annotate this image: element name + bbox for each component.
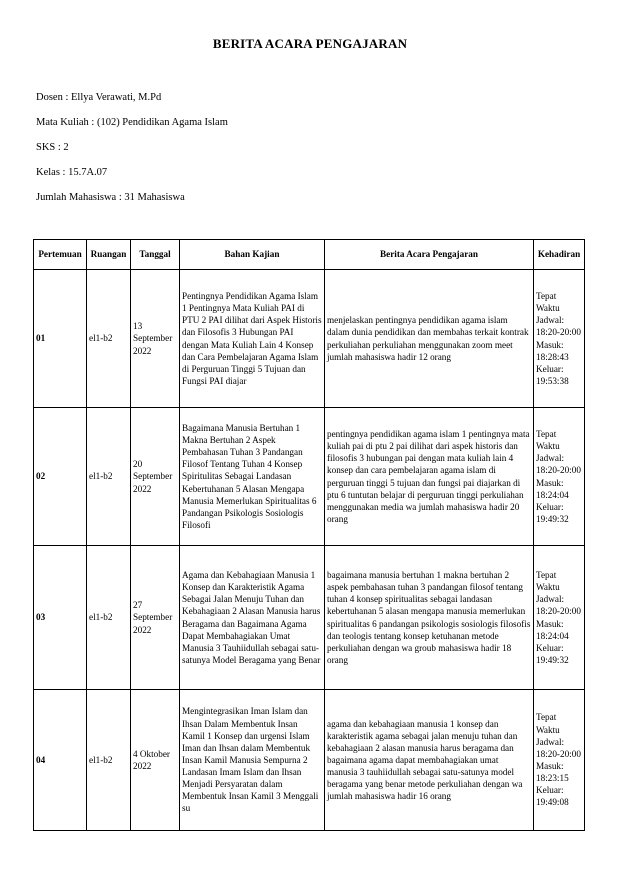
cell-bahan-kajian: Mengintegrasikan Iman Islam dan Ihsan Dalam Membentuk Insan Kamil 1 Konsep dan urgensi Islam Iman dan Ihsan dalam Membentuk Insan Kamil Manusia Sempurna 2 Landasan Imam Islam dan Ihsan Menjadi Persyaratan dalam Membentuk Insan Kamil 3 Menggali su xyxy=(180,690,325,831)
cell-tanggal: 13 September 2022 xyxy=(131,270,180,408)
table-row xyxy=(34,270,585,408)
cell-kehadiran: Tepat Waktu Jadwal: 18:20-20:00 Masuk: 18:24:04 Keluar: 19:49:32 xyxy=(534,408,585,546)
cell-ruangan: el1-b2 xyxy=(87,690,131,831)
cell-ruangan: el1-b2 xyxy=(87,546,131,690)
cell-tanggal: 4 Oktober 2022 xyxy=(131,690,180,831)
cell-bahan-kajian: Bagaimana Manusia Bertuhan 1 Makna Bertuhan 2 Aspek Pembahasan Tuhan 3 Pandangan Filosof Tentang Tuhan 4 Konsep Spiritulitas Sebagai Landasan Kebertuhanan 5 Alasan Mengapa Manusia Memerlukan Spiritualitas 6 Pandangan Psikologis Sosiologis Filosofi xyxy=(180,408,325,546)
cell-berita-acara: menjelaskan pentingnya pendidikan agama islam dalam dunia pendidikan dan membahas terkait kontrak perkuliahan perkuliahan menggunakan zoom meet jumlah mahasiswa hadir 12 orang xyxy=(325,270,534,408)
table-row xyxy=(34,690,585,831)
header-tanggal: Tanggal xyxy=(131,240,180,270)
cell-pertemuan: 03 xyxy=(34,546,87,690)
mata-kuliah-info: Mata Kuliah : (102) Pendidikan Agama Islam xyxy=(36,117,228,128)
cell-ruangan: el1-b2 xyxy=(87,270,131,408)
cell-pertemuan: 01 xyxy=(34,270,87,408)
teaching-record-table xyxy=(33,239,585,831)
kelas-info: Kelas : 15.7A.07 xyxy=(36,167,108,178)
header-pertemuan: Pertemuan xyxy=(34,240,87,270)
cell-ruangan: el1-b2 xyxy=(87,408,131,546)
page-title: BERITA ACARA PENGAJARAN xyxy=(212,36,408,51)
cell-tanggal: 27 September 2022 xyxy=(131,546,180,690)
table-row xyxy=(34,408,585,546)
header-bahan-kajian: Bahan Kajian xyxy=(180,240,325,270)
cell-tanggal: 20 September 2022 xyxy=(131,408,180,546)
cell-berita-acara: agama dan kebahagiaan manusia 1 konsep dan karakteristik agama sebagai jalan menuju tuhan dan kebahagiaan 2 alasan manusia harus beragama dan bagaimana agama dapat membahagiakan umat manusia 3 tauhiidullah sebagai satu-satunya model beragama yang benar metode perkuliahan dengan wa jumlah mahasiswa hadir 16 orang xyxy=(325,690,534,831)
header-berita-acara: Berita Acara Pengajaran xyxy=(325,240,534,270)
cell-pertemuan: 04 xyxy=(34,690,87,831)
cell-berita-acara: bagaimana manusia bertuhan 1 makna bertuhan 2 aspek pembahasan tuhan 3 pandangan filosof tentang tuhan 4 konsep spiritualitas sebagai landasan kebertuhanan 5 alasan mengapa manusia memerlukan spiritualitas 6 pandangan psikologis sosiologis filosofis dan teologis tentang konsep ketuhanan metode perkuliahan dengan wa groub mahasiswa hadir 18 orang xyxy=(325,546,534,690)
table-header-row xyxy=(34,240,585,270)
cell-kehadiran: Tepat Waktu Jadwal: 18:20-20:00 Masuk: 18:23:15 Keluar: 19:49:08 xyxy=(534,690,585,831)
cell-berita-acara: pentingnya pendidikan agama islam 1 pentingnya mata kuliah pai di ptu 2 pai dilihat dari aspek historis dan filosofis 3 hubungan pai dengan mata kuliah lain 4 konsep dan cara pembelajaran agama islam di perguruan tinggi 5 tujuan dan fungsi pai diajarkan di ptu 6 tuntutan belajar di perguruan tinggi perkuliahan menggunakan media wa jumlah mahasiswa hadir 20 orang xyxy=(325,408,534,546)
dosen-info: Dosen : Ellya Verawati, M.Pd xyxy=(36,92,162,103)
cell-bahan-kajian: Agama dan Kebahagiaan Manusia 1 Konsep dan Karakteristik Agama Sebagai Jalan Menuju Tuhan dan Kebahagiaan 2 Alasan Manusia harus Beragama dan Bagaimana Agama Dapat Membahagiakan Umat Manusia 3 Tauhiidullah sebagai satu-satunya Model Beragama yang Benar xyxy=(180,546,325,690)
sks-info: SKS : 2 xyxy=(36,142,69,153)
header-kehadiran: Kehadiran xyxy=(534,240,585,270)
table-row xyxy=(34,546,585,690)
cell-kehadiran: Tepat Waktu Jadwal: 18:20-20:00 Masuk: 18:24:04 Keluar: 19:49:32 xyxy=(534,546,585,690)
cell-pertemuan: 02 xyxy=(34,408,87,546)
cell-kehadiran: Tepat Waktu Jadwal: 18:20-20:00 Masuk: 18:28:43 Keluar: 19:53:38 xyxy=(534,270,585,408)
cell-bahan-kajian: Pentingnya Pendidikan Agama Islam 1 Pentingnya Mata Kuliah PAI di PTU 2 PAI dilihat dari Aspek Historis dan Filosofis 3 Hubungan PAI dengan Mata Kuliah Lain 4 Konsep dan Cara Pembelajaran Agama Islam di Perguruan Tinggi 5 Tujuan dan Fungsi PAI diajar xyxy=(180,270,325,408)
jumlah-mahasiswa-info: Jumlah Mahasiswa : 31 Mahasiswa xyxy=(36,192,185,203)
header-ruangan: Ruangan xyxy=(87,240,131,270)
